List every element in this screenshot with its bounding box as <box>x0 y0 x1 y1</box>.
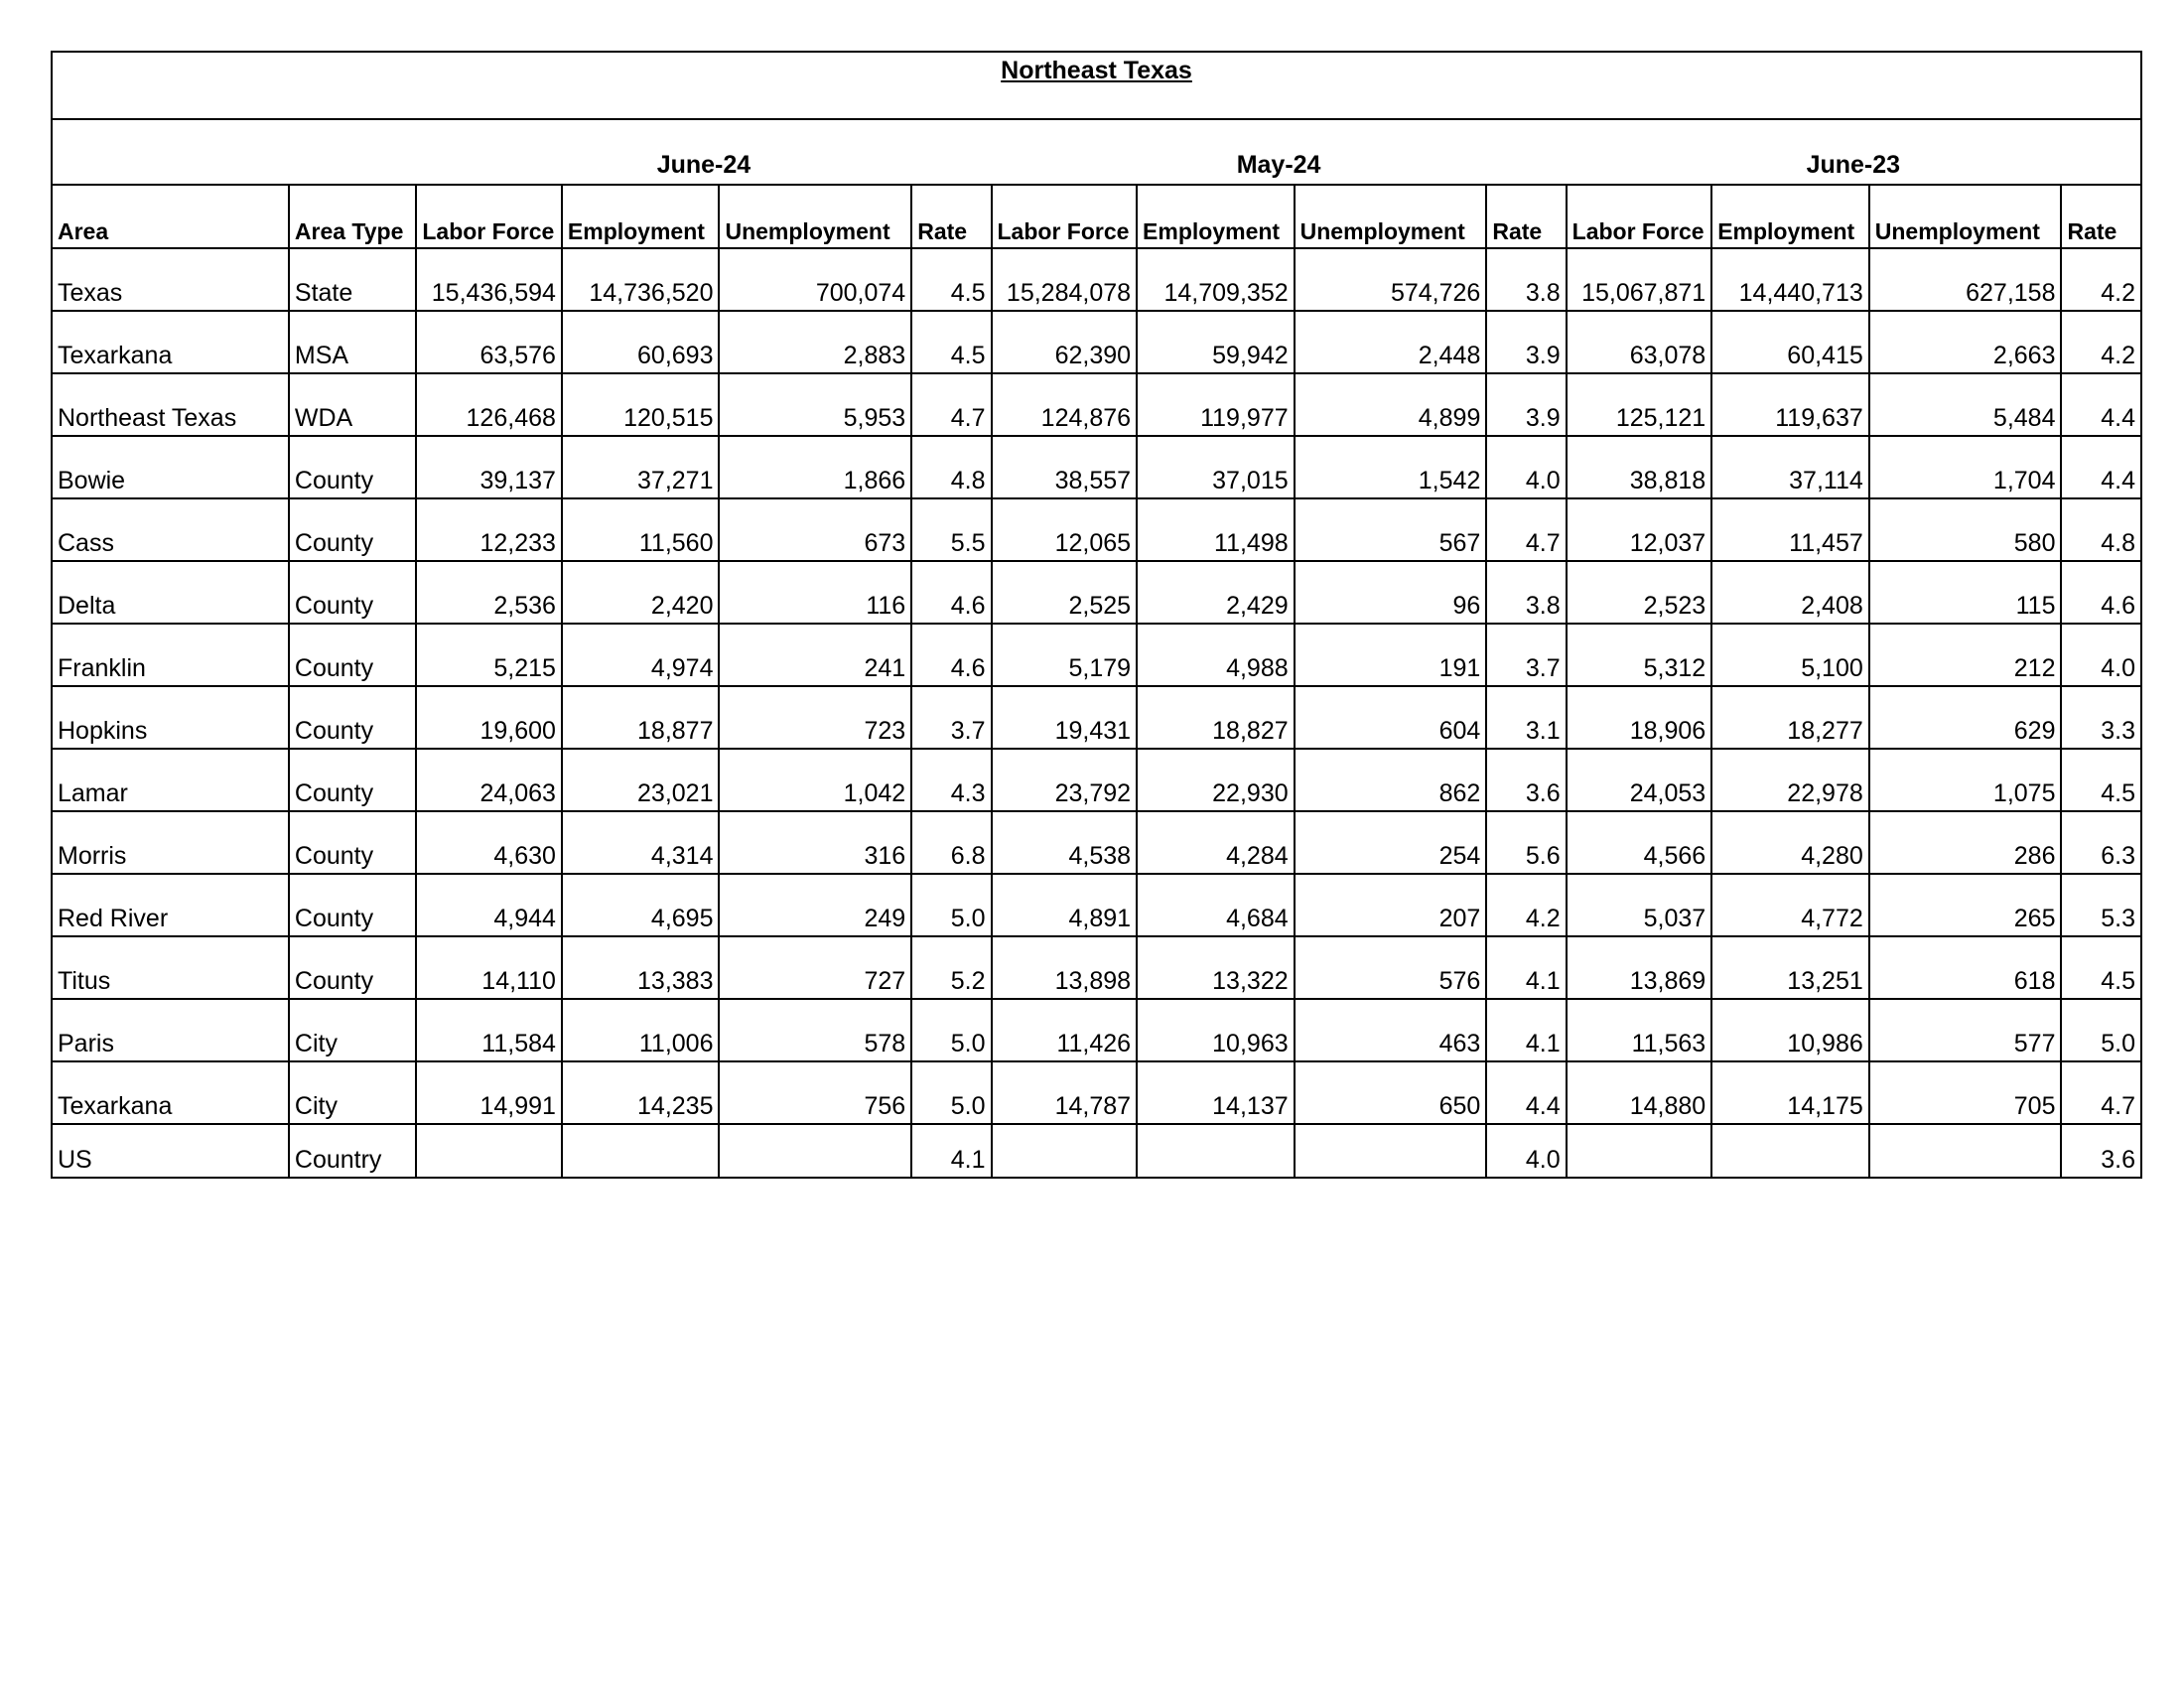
table-row <box>52 874 2141 936</box>
value-cell: 5,037 <box>1567 874 1712 936</box>
value-cell: 576 <box>1295 936 1487 999</box>
area-type-cell: WDA <box>289 373 416 436</box>
value-cell: 2,883 <box>719 311 911 373</box>
value-cell: 4.0 <box>2061 624 2141 686</box>
value-cell: 567 <box>1295 498 1487 561</box>
value-cell: 862 <box>1295 749 1487 811</box>
value-cell: 39,137 <box>416 436 562 498</box>
value-cell: 24,053 <box>1567 749 1712 811</box>
value-cell: 4.5 <box>2061 749 2141 811</box>
value-cell: 4.8 <box>911 436 991 498</box>
value-cell: 4,899 <box>1295 373 1487 436</box>
value-cell: 207 <box>1295 874 1487 936</box>
value-cell: 3.8 <box>1486 561 1566 624</box>
header-cell: Labor Force <box>1567 185 1712 248</box>
value-cell: 727 <box>719 936 911 999</box>
table-row <box>52 311 2141 373</box>
value-cell: 4,684 <box>1137 874 1295 936</box>
value-cell: 5,100 <box>1711 624 1869 686</box>
value-cell: 3.3 <box>2061 686 2141 749</box>
value-cell: 11,563 <box>1567 999 1712 1061</box>
value-cell: 2,408 <box>1711 561 1869 624</box>
header-cell: Rate <box>911 185 991 248</box>
area-cell: Lamar <box>52 749 289 811</box>
value-cell: 191 <box>1295 624 1487 686</box>
value-cell: 14,709,352 <box>1137 248 1295 311</box>
area-type-cell: City <box>289 1061 416 1124</box>
table-row <box>52 999 2141 1061</box>
value-cell: 38,818 <box>1567 436 1712 498</box>
value-cell: 1,542 <box>1295 436 1487 498</box>
value-cell: 5.6 <box>1486 811 1566 874</box>
area-type-cell: County <box>289 436 416 498</box>
period-june-24: June-24 <box>416 119 991 185</box>
value-cell: 59,942 <box>1137 311 1295 373</box>
value-cell <box>1711 1124 1869 1178</box>
value-cell: 5,484 <box>1869 373 2062 436</box>
table-row <box>52 1124 2141 1178</box>
header-row <box>52 185 2141 248</box>
value-cell: 4,772 <box>1711 874 1869 936</box>
area-cell: Texarkana <box>52 311 289 373</box>
value-cell: 4,891 <box>992 874 1138 936</box>
area-cell: Hopkins <box>52 686 289 749</box>
value-cell: 4.1 <box>911 1124 991 1178</box>
value-cell: 249 <box>719 874 911 936</box>
table-row <box>52 561 2141 624</box>
value-cell: 5.5 <box>911 498 991 561</box>
table-row <box>52 811 2141 874</box>
value-cell: 15,067,871 <box>1567 248 1712 311</box>
value-cell <box>1567 1124 1712 1178</box>
table-title: Northeast Texas <box>1001 57 1192 84</box>
value-cell <box>992 1124 1138 1178</box>
value-cell: 4.7 <box>911 373 991 436</box>
area-type-cell: County <box>289 874 416 936</box>
period-june-23: June-23 <box>1567 119 2141 185</box>
value-cell: 629 <box>1869 686 2062 749</box>
value-cell: 3.7 <box>1486 624 1566 686</box>
value-cell: 22,930 <box>1137 749 1295 811</box>
value-cell: 3.6 <box>1486 749 1566 811</box>
value-cell: 13,251 <box>1711 936 1869 999</box>
period-spacer <box>52 119 416 185</box>
value-cell: 124,876 <box>992 373 1138 436</box>
value-cell: 6.8 <box>911 811 991 874</box>
value-cell: 4.0 <box>1486 436 1566 498</box>
value-cell: 63,576 <box>416 311 562 373</box>
value-cell: 4,988 <box>1137 624 1295 686</box>
value-cell: 265 <box>1869 874 2062 936</box>
value-cell: 5.0 <box>2061 999 2141 1061</box>
header-cell: Area Type <box>289 185 416 248</box>
value-cell: 1,866 <box>719 436 911 498</box>
value-cell: 2,420 <box>562 561 720 624</box>
value-cell: 4,695 <box>562 874 720 936</box>
value-cell: 4.6 <box>911 624 991 686</box>
value-cell: 4.6 <box>911 561 991 624</box>
value-cell: 12,233 <box>416 498 562 561</box>
value-cell: 241 <box>719 624 911 686</box>
area-type-cell: MSA <box>289 311 416 373</box>
value-cell: 604 <box>1295 686 1487 749</box>
value-cell: 19,600 <box>416 686 562 749</box>
value-cell: 2,536 <box>416 561 562 624</box>
value-cell <box>719 1124 911 1178</box>
value-cell: 11,006 <box>562 999 720 1061</box>
value-cell: 2,525 <box>992 561 1138 624</box>
value-cell: 14,787 <box>992 1061 1138 1124</box>
value-cell: 18,906 <box>1567 686 1712 749</box>
value-cell: 2,429 <box>1137 561 1295 624</box>
value-cell: 5.0 <box>911 1061 991 1124</box>
value-cell: 5,312 <box>1567 624 1712 686</box>
value-cell: 38,557 <box>992 436 1138 498</box>
value-cell: 4,280 <box>1711 811 1869 874</box>
value-cell: 14,991 <box>416 1061 562 1124</box>
table-row <box>52 686 2141 749</box>
value-cell: 4.5 <box>2061 936 2141 999</box>
value-cell: 11,457 <box>1711 498 1869 561</box>
area-cell: Franklin <box>52 624 289 686</box>
table-row <box>52 498 2141 561</box>
value-cell: 5.0 <box>911 874 991 936</box>
area-type-cell: County <box>289 749 416 811</box>
value-cell: 14,440,713 <box>1711 248 1869 311</box>
area-type-cell: State <box>289 248 416 311</box>
value-cell: 12,065 <box>992 498 1138 561</box>
value-cell: 4,974 <box>562 624 720 686</box>
value-cell: 700,074 <box>719 248 911 311</box>
value-cell: 2,523 <box>1567 561 1712 624</box>
value-cell: 3.8 <box>1486 248 1566 311</box>
value-cell: 37,271 <box>562 436 720 498</box>
value-cell: 60,693 <box>562 311 720 373</box>
table-row <box>52 624 2141 686</box>
value-cell <box>416 1124 562 1178</box>
table-row <box>52 1061 2141 1124</box>
value-cell: 13,322 <box>1137 936 1295 999</box>
value-cell: 650 <box>1295 1061 1487 1124</box>
table-row <box>52 749 2141 811</box>
value-cell: 4.6 <box>2061 561 2141 624</box>
value-cell: 14,880 <box>1567 1061 1712 1124</box>
value-cell: 126,468 <box>416 373 562 436</box>
value-cell: 5.2 <box>911 936 991 999</box>
title-row <box>52 52 2141 119</box>
value-cell: 4.7 <box>1486 498 1566 561</box>
area-cell: Delta <box>52 561 289 624</box>
value-cell: 120,515 <box>562 373 720 436</box>
value-cell: 119,637 <box>1711 373 1869 436</box>
labor-force-table <box>51 51 2142 1179</box>
value-cell: 63,078 <box>1567 311 1712 373</box>
value-cell: 2,663 <box>1869 311 2062 373</box>
area-cell: Morris <box>52 811 289 874</box>
value-cell: 22,978 <box>1711 749 1869 811</box>
value-cell: 11,584 <box>416 999 562 1061</box>
header-cell: Employment <box>1711 185 1869 248</box>
table-title-cell <box>52 52 2141 119</box>
value-cell: 4,630 <box>416 811 562 874</box>
value-cell: 4.2 <box>2061 248 2141 311</box>
value-cell: 116 <box>719 561 911 624</box>
value-cell <box>1869 1124 2062 1178</box>
value-cell: 11,560 <box>562 498 720 561</box>
value-cell: 4.2 <box>1486 874 1566 936</box>
area-cell: Titus <box>52 936 289 999</box>
value-cell: 119,977 <box>1137 373 1295 436</box>
value-cell: 1,075 <box>1869 749 2062 811</box>
area-cell: Texas <box>52 248 289 311</box>
area-type-cell: County <box>289 498 416 561</box>
area-type-cell: Country <box>289 1124 416 1178</box>
value-cell: 23,792 <box>992 749 1138 811</box>
value-cell: 4.1 <box>1486 999 1566 1061</box>
value-cell: 13,898 <box>992 936 1138 999</box>
period-may-24: May-24 <box>992 119 1567 185</box>
value-cell: 4,538 <box>992 811 1138 874</box>
area-cell: Paris <box>52 999 289 1061</box>
value-cell: 23,021 <box>562 749 720 811</box>
value-cell: 4.5 <box>911 248 991 311</box>
header-cell: Employment <box>1137 185 1295 248</box>
header-cell: Unemployment <box>719 185 911 248</box>
value-cell: 212 <box>1869 624 2062 686</box>
value-cell: 3.1 <box>1486 686 1566 749</box>
value-cell: 4.5 <box>911 311 991 373</box>
value-cell: 37,015 <box>1137 436 1295 498</box>
value-cell: 18,877 <box>562 686 720 749</box>
value-cell: 5,179 <box>992 624 1138 686</box>
area-cell: Texarkana <box>52 1061 289 1124</box>
value-cell: 18,277 <box>1711 686 1869 749</box>
value-cell: 125,121 <box>1567 373 1712 436</box>
value-cell: 577 <box>1869 999 2062 1061</box>
value-cell: 3.7 <box>911 686 991 749</box>
value-cell: 254 <box>1295 811 1487 874</box>
value-cell: 286 <box>1869 811 2062 874</box>
value-cell: 96 <box>1295 561 1487 624</box>
value-cell: 14,235 <box>562 1061 720 1124</box>
value-cell <box>1137 1124 1295 1178</box>
area-type-cell: County <box>289 561 416 624</box>
value-cell: 4.3 <box>911 749 991 811</box>
value-cell: 5,215 <box>416 624 562 686</box>
value-cell: 62,390 <box>992 311 1138 373</box>
value-cell: 14,110 <box>416 936 562 999</box>
value-cell <box>562 1124 720 1178</box>
area-cell: Cass <box>52 498 289 561</box>
value-cell: 4.4 <box>2061 373 2141 436</box>
value-cell: 627,158 <box>1869 248 2062 311</box>
value-cell: 4.4 <box>2061 436 2141 498</box>
area-type-cell: City <box>289 999 416 1061</box>
area-cell: Northeast Texas <box>52 373 289 436</box>
value-cell: 15,284,078 <box>992 248 1138 311</box>
value-cell: 1,042 <box>719 749 911 811</box>
area-type-cell: County <box>289 686 416 749</box>
value-cell: 12,037 <box>1567 498 1712 561</box>
header-cell: Labor Force <box>416 185 562 248</box>
table-row <box>52 248 2141 311</box>
area-cell: Red River <box>52 874 289 936</box>
value-cell: 673 <box>719 498 911 561</box>
value-cell: 2,448 <box>1295 311 1487 373</box>
value-cell: 115 <box>1869 561 2062 624</box>
value-cell: 578 <box>719 999 911 1061</box>
value-cell: 316 <box>719 811 911 874</box>
value-cell: 5.3 <box>2061 874 2141 936</box>
header-cell: Rate <box>2061 185 2141 248</box>
value-cell: 3.9 <box>1486 373 1566 436</box>
value-cell: 3.6 <box>2061 1124 2141 1178</box>
value-cell: 618 <box>1869 936 2062 999</box>
header-cell: Unemployment <box>1869 185 2062 248</box>
header-cell: Area <box>52 185 289 248</box>
table-row <box>52 436 2141 498</box>
value-cell: 6.3 <box>2061 811 2141 874</box>
area-type-cell: County <box>289 624 416 686</box>
value-cell: 19,431 <box>992 686 1138 749</box>
value-cell: 4.2 <box>2061 311 2141 373</box>
value-cell <box>1295 1124 1487 1178</box>
value-cell: 15,436,594 <box>416 248 562 311</box>
value-cell: 13,869 <box>1567 936 1712 999</box>
area-cell: US <box>52 1124 289 1178</box>
area-type-cell: County <box>289 936 416 999</box>
header-cell: Unemployment <box>1295 185 1487 248</box>
value-cell: 60,415 <box>1711 311 1869 373</box>
value-cell: 574,726 <box>1295 248 1487 311</box>
value-cell: 11,426 <box>992 999 1138 1061</box>
value-cell: 4,314 <box>562 811 720 874</box>
value-cell: 5,953 <box>719 373 911 436</box>
value-cell: 18,827 <box>1137 686 1295 749</box>
value-cell: 24,063 <box>416 749 562 811</box>
value-cell: 4,284 <box>1137 811 1295 874</box>
value-cell: 10,963 <box>1137 999 1295 1061</box>
value-cell: 13,383 <box>562 936 720 999</box>
value-cell: 11,498 <box>1137 498 1295 561</box>
header-cell: Employment <box>562 185 720 248</box>
value-cell: 4.8 <box>2061 498 2141 561</box>
value-cell: 580 <box>1869 498 2062 561</box>
value-cell: 463 <box>1295 999 1487 1061</box>
value-cell: 14,736,520 <box>562 248 720 311</box>
value-cell: 705 <box>1869 1061 2062 1124</box>
value-cell: 4.7 <box>2061 1061 2141 1124</box>
value-cell: 4,944 <box>416 874 562 936</box>
value-cell: 10,986 <box>1711 999 1869 1061</box>
value-cell: 756 <box>719 1061 911 1124</box>
value-cell: 37,114 <box>1711 436 1869 498</box>
value-cell: 4.0 <box>1486 1124 1566 1178</box>
header-cell: Rate <box>1486 185 1566 248</box>
value-cell: 1,704 <box>1869 436 2062 498</box>
value-cell: 3.9 <box>1486 311 1566 373</box>
table-row <box>52 936 2141 999</box>
value-cell: 723 <box>719 686 911 749</box>
period-row <box>52 119 2141 185</box>
value-cell: 14,137 <box>1137 1061 1295 1124</box>
value-cell: 4,566 <box>1567 811 1712 874</box>
area-cell: Bowie <box>52 436 289 498</box>
table-row <box>52 373 2141 436</box>
value-cell: 4.4 <box>1486 1061 1566 1124</box>
value-cell: 14,175 <box>1711 1061 1869 1124</box>
value-cell: 4.1 <box>1486 936 1566 999</box>
value-cell: 5.0 <box>911 999 991 1061</box>
header-cell: Labor Force <box>992 185 1138 248</box>
area-type-cell: County <box>289 811 416 874</box>
